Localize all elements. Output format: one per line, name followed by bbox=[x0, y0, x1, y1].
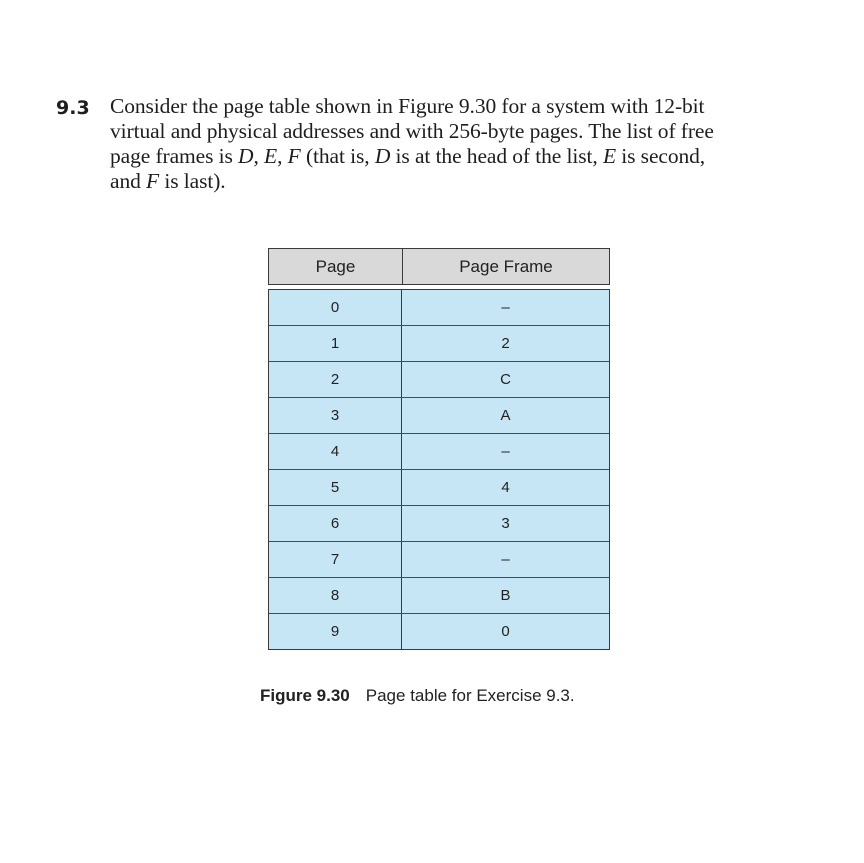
exercise-text-run: , bbox=[277, 144, 288, 168]
exercise-text-run: is at the head of the list, bbox=[390, 144, 603, 168]
table-row bbox=[269, 290, 609, 326]
cell-page: 6 bbox=[269, 506, 402, 541]
cell-page: 5 bbox=[269, 470, 402, 505]
exercise-text-run: page frames is bbox=[110, 144, 239, 168]
exercise-line bbox=[110, 119, 850, 144]
cell-page-frame: 3 bbox=[501, 515, 510, 532]
cell-page: 3 bbox=[269, 398, 402, 433]
cell-page-frame: A bbox=[500, 407, 511, 424]
table-row bbox=[269, 470, 609, 506]
header-page-frame: Page Frame bbox=[459, 256, 553, 276]
page-table bbox=[268, 248, 610, 650]
table-row bbox=[269, 578, 609, 614]
exercise-variable: F bbox=[146, 169, 160, 193]
exercise-variable: D bbox=[238, 144, 254, 168]
cell-page-frame: C bbox=[500, 371, 511, 388]
cell-page: 2 bbox=[269, 362, 402, 397]
cell-page-frame: – bbox=[501, 443, 510, 460]
cell-page: 1 bbox=[269, 326, 402, 361]
table-row bbox=[269, 434, 609, 470]
exercise-text-run: Consider the page table shown in Figure 9.30 for a system with 12-bit bbox=[110, 94, 705, 118]
caption-label: Figure 9.30 bbox=[260, 686, 350, 705]
exercise-line bbox=[110, 144, 850, 169]
cell-page-frame: – bbox=[501, 299, 510, 316]
table-header-row bbox=[268, 248, 610, 285]
exercise-line bbox=[110, 169, 850, 194]
table-body bbox=[268, 289, 610, 650]
table-row bbox=[269, 614, 609, 649]
exercise-variable: D bbox=[374, 144, 391, 168]
header-page: Page bbox=[269, 249, 403, 284]
exercise-text-run: and bbox=[110, 169, 147, 193]
exercise-number: 9.3 bbox=[56, 97, 90, 119]
cell-page: 7 bbox=[269, 542, 402, 577]
cell-page: 8 bbox=[269, 578, 402, 613]
cell-page-frame: 0 bbox=[501, 623, 510, 640]
exercise-line bbox=[110, 94, 850, 119]
exercise-text-run: virtual and physical addresses and with 256-byte pages. The list of free bbox=[110, 119, 714, 143]
cell-page-frame: 4 bbox=[501, 479, 510, 496]
exercise-text-run: is second, bbox=[615, 144, 706, 168]
table-row bbox=[269, 506, 609, 542]
figure-caption bbox=[260, 686, 575, 706]
cell-page: 0 bbox=[269, 290, 402, 325]
exercise-variable: E bbox=[602, 144, 616, 168]
exercise-text bbox=[110, 94, 850, 194]
table-row bbox=[269, 362, 609, 398]
exercise-text-run: is last). bbox=[159, 169, 226, 193]
exercise-text-run: (that is, bbox=[300, 144, 375, 168]
exercise-text-run: , bbox=[253, 144, 265, 168]
cell-page-frame: B bbox=[500, 587, 511, 604]
exercise-variable: F bbox=[287, 144, 301, 168]
table-row bbox=[269, 542, 609, 578]
cell-page: 4 bbox=[269, 434, 402, 469]
cell-page: 9 bbox=[269, 614, 402, 649]
cell-page-frame: 2 bbox=[501, 335, 510, 352]
table-row bbox=[269, 398, 609, 434]
exercise-variable: E bbox=[264, 144, 278, 168]
table-row bbox=[269, 326, 609, 362]
cell-page-frame: – bbox=[501, 551, 510, 568]
caption-text: Page table for Exercise 9.3. bbox=[365, 686, 575, 705]
